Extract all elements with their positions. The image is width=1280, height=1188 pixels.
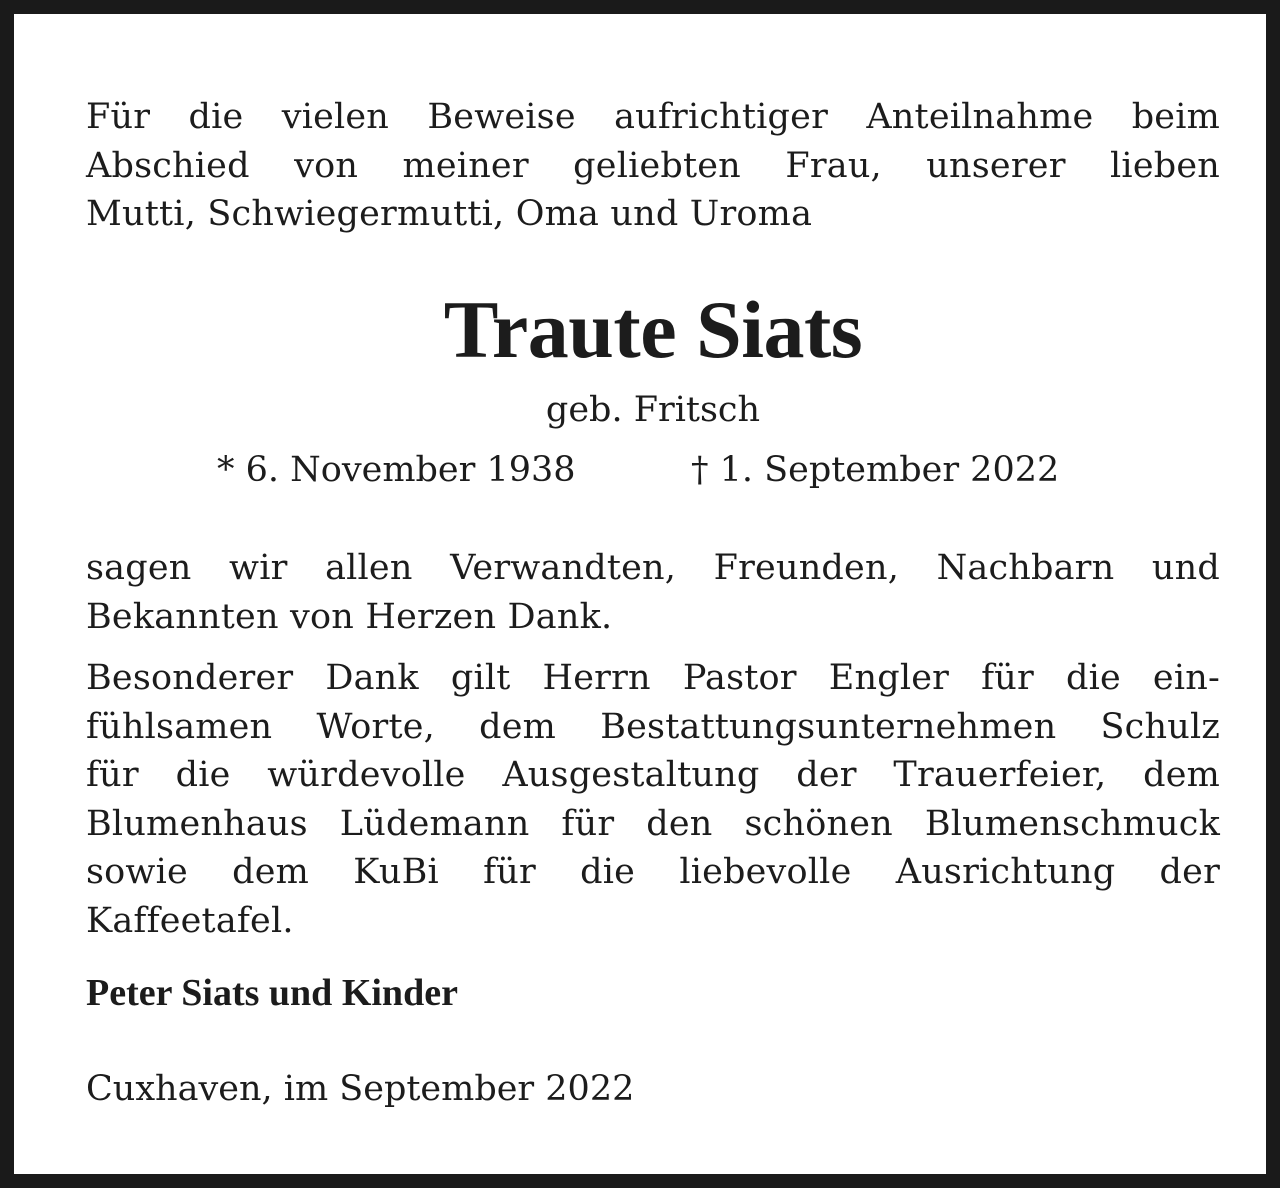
special-thanks-line: Blumenhaus Lüdemann für den schönen Blumenschmuck: [86, 803, 1220, 844]
intro-paragraph: [86, 93, 1220, 239]
deceased-name: Traute Siats: [443, 284, 863, 375]
special-thanks-paragraph: [86, 654, 1220, 945]
special-thanks-line: fühlsamen Worte, dem Bestattungsunternehmen Schulz: [86, 706, 1220, 747]
place-and-date: Cuxhaven, im September 2022: [86, 1069, 635, 1109]
thanks-line: Bekannten von Herzen Dank.: [86, 596, 613, 637]
special-thanks-line: für die würdevolle Ausgestaltung der Trauerfeier, dem: [86, 755, 1220, 795]
intro-line: Für die vielen Beweise aufrichtiger Anteilnahme beim: [86, 97, 1220, 137]
intro-line: Abschied von meiner geliebten Frau, unserer lieben: [86, 145, 1220, 186]
special-thanks-line: Kaffeetafel.: [86, 900, 294, 941]
special-thanks-line: sowie dem KuBi für die liebevolle Ausrichtung der: [86, 852, 1220, 892]
thanks-paragraph: [86, 544, 1220, 641]
special-thanks-line: Besonderer Dank gilt Herrn Pastor Engler für die ein-: [86, 658, 1220, 698]
signature: Peter Siats und Kinder: [86, 972, 458, 1014]
birth-name: geb. Fritsch: [545, 390, 761, 430]
intro-line: Mutti, Schwiegermutti, Oma und Uroma: [86, 194, 813, 234]
birth-date: * 6. November 1938: [217, 450, 576, 490]
death-date: † 1. September 2022: [691, 450, 1060, 490]
thanks-line: sagen wir allen Verwandten, Freunden, Nachbarn und: [86, 548, 1220, 588]
